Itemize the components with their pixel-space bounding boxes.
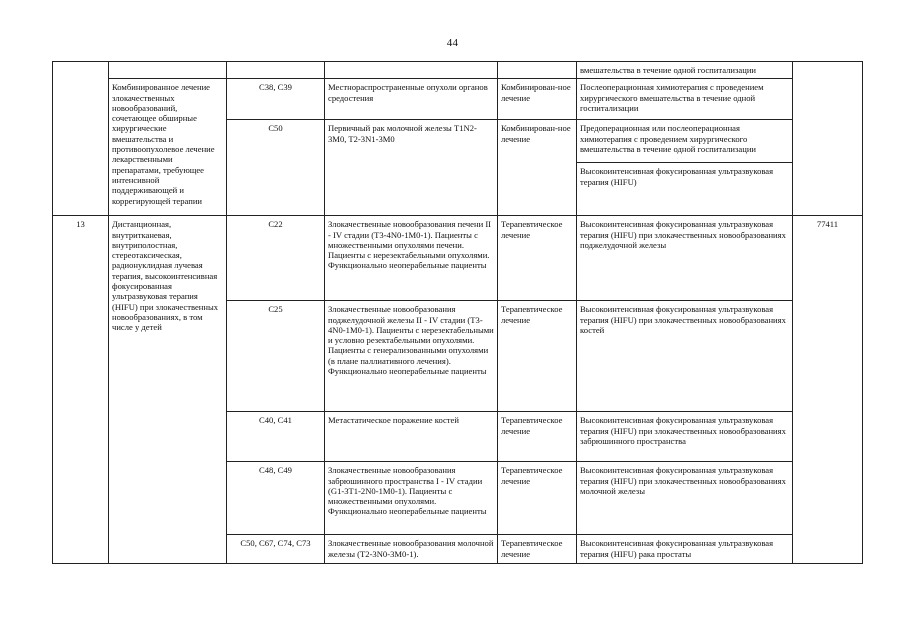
patient-model-cell: Метастатическое поражение костей (325, 412, 498, 462)
procedures-table (52, 61, 863, 564)
procedure-name-cell (109, 62, 227, 79)
icd-codes-cell: C50 (227, 120, 325, 216)
treatment-method-cell: Высокоинтенсивная фокусированная ультразвуковая терапия (HIFU) при злокачественных новообразованиях молочной железы (577, 462, 793, 535)
procedure-name-cell: Дистанционная, внутритканевая, внутриполостная, стереотаксическая, радионуклидная лучевая терапия, высокоинтенсивная фокусированная ультразвуковая терапия (HIFU) при злокачественных новообразованиях, в том числе у детей (109, 216, 227, 564)
patient-model-cell: Злокачественные новообразования печени II - IV стадии (T3-4N0-1M0-1). Пациенты с множественными опухолями печени. Пациенты с нерезектабельными опухолями. Функционально неоперабельные пациенты (325, 216, 498, 301)
page-number: 44 (446, 37, 459, 49)
treatment-type-cell: Терапевтическое лечение (498, 412, 577, 462)
treatment-method-cell: вмешательства в течение одной госпитализации (577, 62, 793, 79)
patient-model-cell: Первичный рак молочной железы T1N2-3M0, T2-3N1-3M0 (325, 120, 498, 216)
treatment-method-cell: Предоперационная или послеоперационная химиотерапия с проведением хирургического вмешательства в течение одной госпитализации (577, 120, 793, 163)
treatment-type-cell: Терапевтическое лечение (498, 216, 577, 301)
icd-codes-cell: C48, C49 (227, 462, 325, 535)
price-cell (793, 62, 863, 216)
row-number-cell (53, 62, 109, 216)
treatment-type-cell: Терапевтическое лечение (498, 301, 577, 412)
treatment-method-cell: Высокоинтенсивная фокусированная ультразвуковая терапия (HIFU) при злокачественных новообразованиях поджелудочной железы (577, 216, 793, 301)
treatment-method-cell: Послеоперационная химиотерапия с проведением хирургического вмешательства в течение одной госпитализации (577, 79, 793, 120)
icd-codes-cell: C50, C67, C74, C73 (227, 535, 325, 564)
treatment-method-cell: Высокоинтенсивная фокусированная ультразвуковая терапия (HIFU) (577, 163, 793, 216)
table-row (53, 79, 863, 120)
treatment-type-cell: Терапевтическое лечение (498, 462, 577, 535)
table-row (53, 62, 863, 79)
treatment-type-cell: Комбинирован-ное лечение (498, 120, 577, 216)
patient-model-cell (325, 62, 498, 79)
treatment-type-cell (498, 62, 577, 79)
procedure-name-cell: Комбинированное лечение злокачественных новообразований, сочетающее обширные хирургические вмешательства и противоопухолевое лечение лекарственными препаратами, требующее интенсивной поддерживающей и коррегирующей терапии (109, 79, 227, 216)
patient-model-cell: Местнораспространенные опухоли органов средостения (325, 79, 498, 120)
icd-codes-cell (227, 62, 325, 79)
patient-model-cell: Злокачественные новообразования забрюшинного пространства I - IV стадии (G1-3T1-2N0-1M0-1). Пациенты с множественными опухолями. Функционально неоперабельные пациенты (325, 462, 498, 535)
icd-codes-cell: C25 (227, 301, 325, 412)
row-number-cell: 13 (53, 216, 109, 564)
price-cell: 77411 (793, 216, 863, 564)
patient-model-cell: Злокачественные новообразования молочной железы (T2-3N0-3M0-1). (325, 535, 498, 564)
treatment-type-cell: Терапевтическое лечение (498, 535, 577, 564)
icd-codes-cell: C38, C39 (227, 79, 325, 120)
treatment-method-cell: Высокоинтенсивная фокусированная ультразвуковая терапия (HIFU) при злокачественных новообразованиях костей (577, 301, 793, 412)
treatment-type-cell: Комбинирован-ное лечение (498, 79, 577, 120)
icd-codes-cell: C22 (227, 216, 325, 301)
table-row (53, 216, 863, 301)
icd-codes-cell: C40, C41 (227, 412, 325, 462)
treatment-method-cell: Высокоинтенсивная фокусированная ультразвуковая терапия (HIFU) рака простаты (577, 535, 793, 564)
patient-model-cell: Злокачественные новообразования поджелудочной железы II - IV стадии (T3-4N0-1M0-1). Пациенты с нерезектабельными и условно резектабельными опухолями. Пациенты с генерализованными опухолями (в плане паллиативного лечения). Функционально неоперабельные пациенты (325, 301, 498, 412)
treatment-method-cell: Высокоинтенсивная фокусированная ультразвуковая терапия (HIFU) при злокачественных новообразованиях забрюшинного пространства (577, 412, 793, 462)
